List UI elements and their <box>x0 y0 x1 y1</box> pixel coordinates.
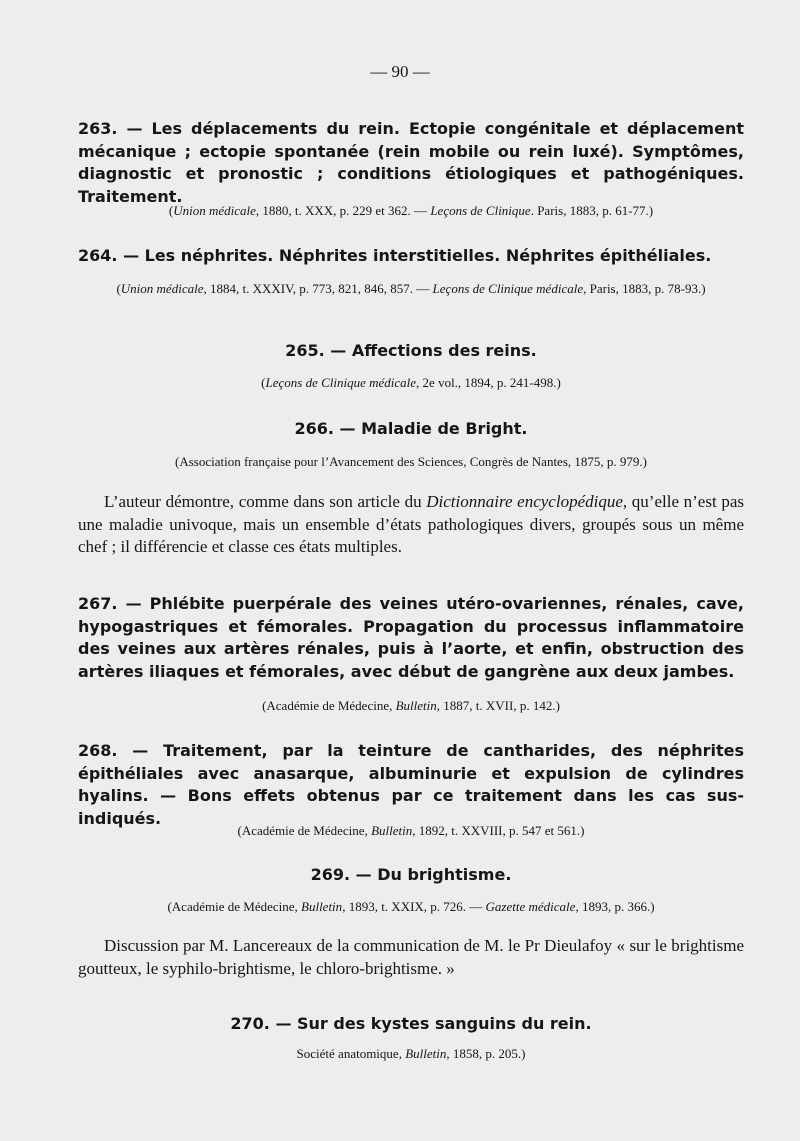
ref-journal: Bulletin <box>371 823 413 838</box>
body-text: L’auteur démontre, comme dans son article du <box>104 492 427 511</box>
ref-text: , 1893, p. 366.) <box>575 899 655 914</box>
page-number: — 90 — <box>370 62 430 81</box>
entry-268-title: — Traitement, par la teinture de cantharides, des néphrites épithéliales avec anasarque, albuminurie et expulsion de cylindres hyalins. — Bons effets obtenus par ce traitement dans les cas sus-indiqués. <box>78 741 745 828</box>
entry-264-number: 264. <box>78 246 118 265</box>
ref-book: Leçons de Clinique médicale <box>432 281 584 296</box>
ref-text: Société anatomique, <box>296 1046 406 1061</box>
ref-text: , 1884, t. XXXIV, p. 773, 821, 846, 857. — <box>203 281 433 296</box>
entry-263-number: 263. <box>78 119 118 138</box>
body-text: Discussion par M. Lancereaux de la communication de M. le Pr Dieulafoy « sur le brightisme goutteux, le syphilo-brightisme, le chloro-brightisme. » <box>78 936 744 978</box>
body-italic: Dictionnaire encyclopédique <box>426 492 623 511</box>
entry-268-heading <box>78 740 744 830</box>
entry-268-reference <box>78 822 744 839</box>
entry-264-heading <box>78 245 744 268</box>
ref-journal: Union médicale <box>173 203 256 218</box>
ref-text: ( <box>116 281 121 296</box>
entry-270-reference <box>78 1045 744 1062</box>
entry-269-reference <box>78 898 744 915</box>
entry-270-title: — Sur des kystes sanguins du rein. <box>275 1014 592 1033</box>
entry-269-number: 269. <box>310 865 351 884</box>
entry-270-heading <box>78 1013 744 1036</box>
entry-269-title: — Du brightisme. <box>355 865 512 884</box>
ref-journal: Union médicale <box>120 281 204 296</box>
entry-268-number: 268. <box>78 741 118 760</box>
ref-text: , 1892, t. XXVIII, p. 547 et 561.) <box>412 823 585 838</box>
ref-journal: Bulletin <box>405 1046 447 1061</box>
entry-266-heading <box>78 418 744 441</box>
entry-266-body <box>78 491 744 559</box>
entry-265-heading <box>78 340 744 363</box>
entry-267-title: — Phlébite puerpérale des veines utéro-ovariennes, rénales, cave, hypogastriques et fémorales. Propagation du processus inflammatoire des veines aux artères rénales, puis à l’aorte, et enfin, obstruction des artères iliaques et fémorales, avec début de gangrène aux deux jambes. <box>78 594 744 681</box>
entry-265-title: — Affections des reins. <box>330 341 537 360</box>
ref-text: , 1893, t. XXIX, p. 726. — <box>342 899 486 914</box>
entry-267-heading <box>78 593 744 683</box>
ref-text: (Académie de Médecine, <box>167 899 302 914</box>
ref-text: , 1880, t. XXX, p. 229 et 362. — <box>255 203 431 218</box>
entry-263-title: — Les déplacements du rein. Ectopie congénitale et déplacement mécanique ; ectopie spontanée (rein mobile ou rein luxé). Symptômes, diagnostic et pronostic ; conditions étiologiques et pathogéniques. Traitement. <box>78 119 744 206</box>
ref-text: (Académie de Médecine, <box>262 698 396 713</box>
entry-269-body <box>78 935 744 980</box>
ref-text: (Académie de Médecine, <box>237 823 372 838</box>
ref-text: , 1858, p. 205.) <box>446 1046 526 1061</box>
entry-266-number: 266. <box>294 419 334 438</box>
entry-267-number: 267. <box>78 594 118 613</box>
entry-263-heading <box>78 118 744 208</box>
ref-journal: Bulletin <box>301 899 343 914</box>
ref-text: , 2e vol., 1894, p. 241-498.) <box>416 375 561 390</box>
ref-journal: Bulletin <box>395 698 437 713</box>
ref-text: , Paris, 1883, p. 78-93.) <box>583 281 706 296</box>
ref-book: Leçons de Clinique <box>430 203 531 218</box>
entry-267-reference <box>78 697 744 714</box>
ref-text: ( <box>168 203 174 218</box>
entry-270-number: 270. <box>230 1014 270 1033</box>
ref-text: . Paris, 1883, p. 61-77.) <box>530 203 654 218</box>
entry-264-title: — Les néphrites. Néphrites interstitielles. Néphrites épithéliales. <box>123 246 712 265</box>
body-text: , qu’elle n’est pas une maladie univoque, mais un ensemble d’états pathologiques divers, groupés sous un même chef ; il différencie et classe ces états multiples. <box>78 492 745 556</box>
entry-265-number: 265. <box>285 341 325 360</box>
ref-text: ( <box>261 375 266 390</box>
entry-266-title: — Maladie de Bright. <box>339 419 528 438</box>
entry-263-reference <box>78 202 744 219</box>
entry-264-reference <box>78 280 744 297</box>
ref-book: Gazette médicale <box>485 899 576 914</box>
ref-text: , 1887, t. XVII, p. 142.) <box>436 698 560 713</box>
entry-266-reference: (Association française pour l’Avancement des Sciences, Congrès de Nantes, 1875, p. 979.) <box>175 454 647 469</box>
entry-269-heading <box>78 864 744 887</box>
ref-book: Leçons de Clinique médicale <box>265 375 417 390</box>
entry-265-reference <box>78 374 744 391</box>
